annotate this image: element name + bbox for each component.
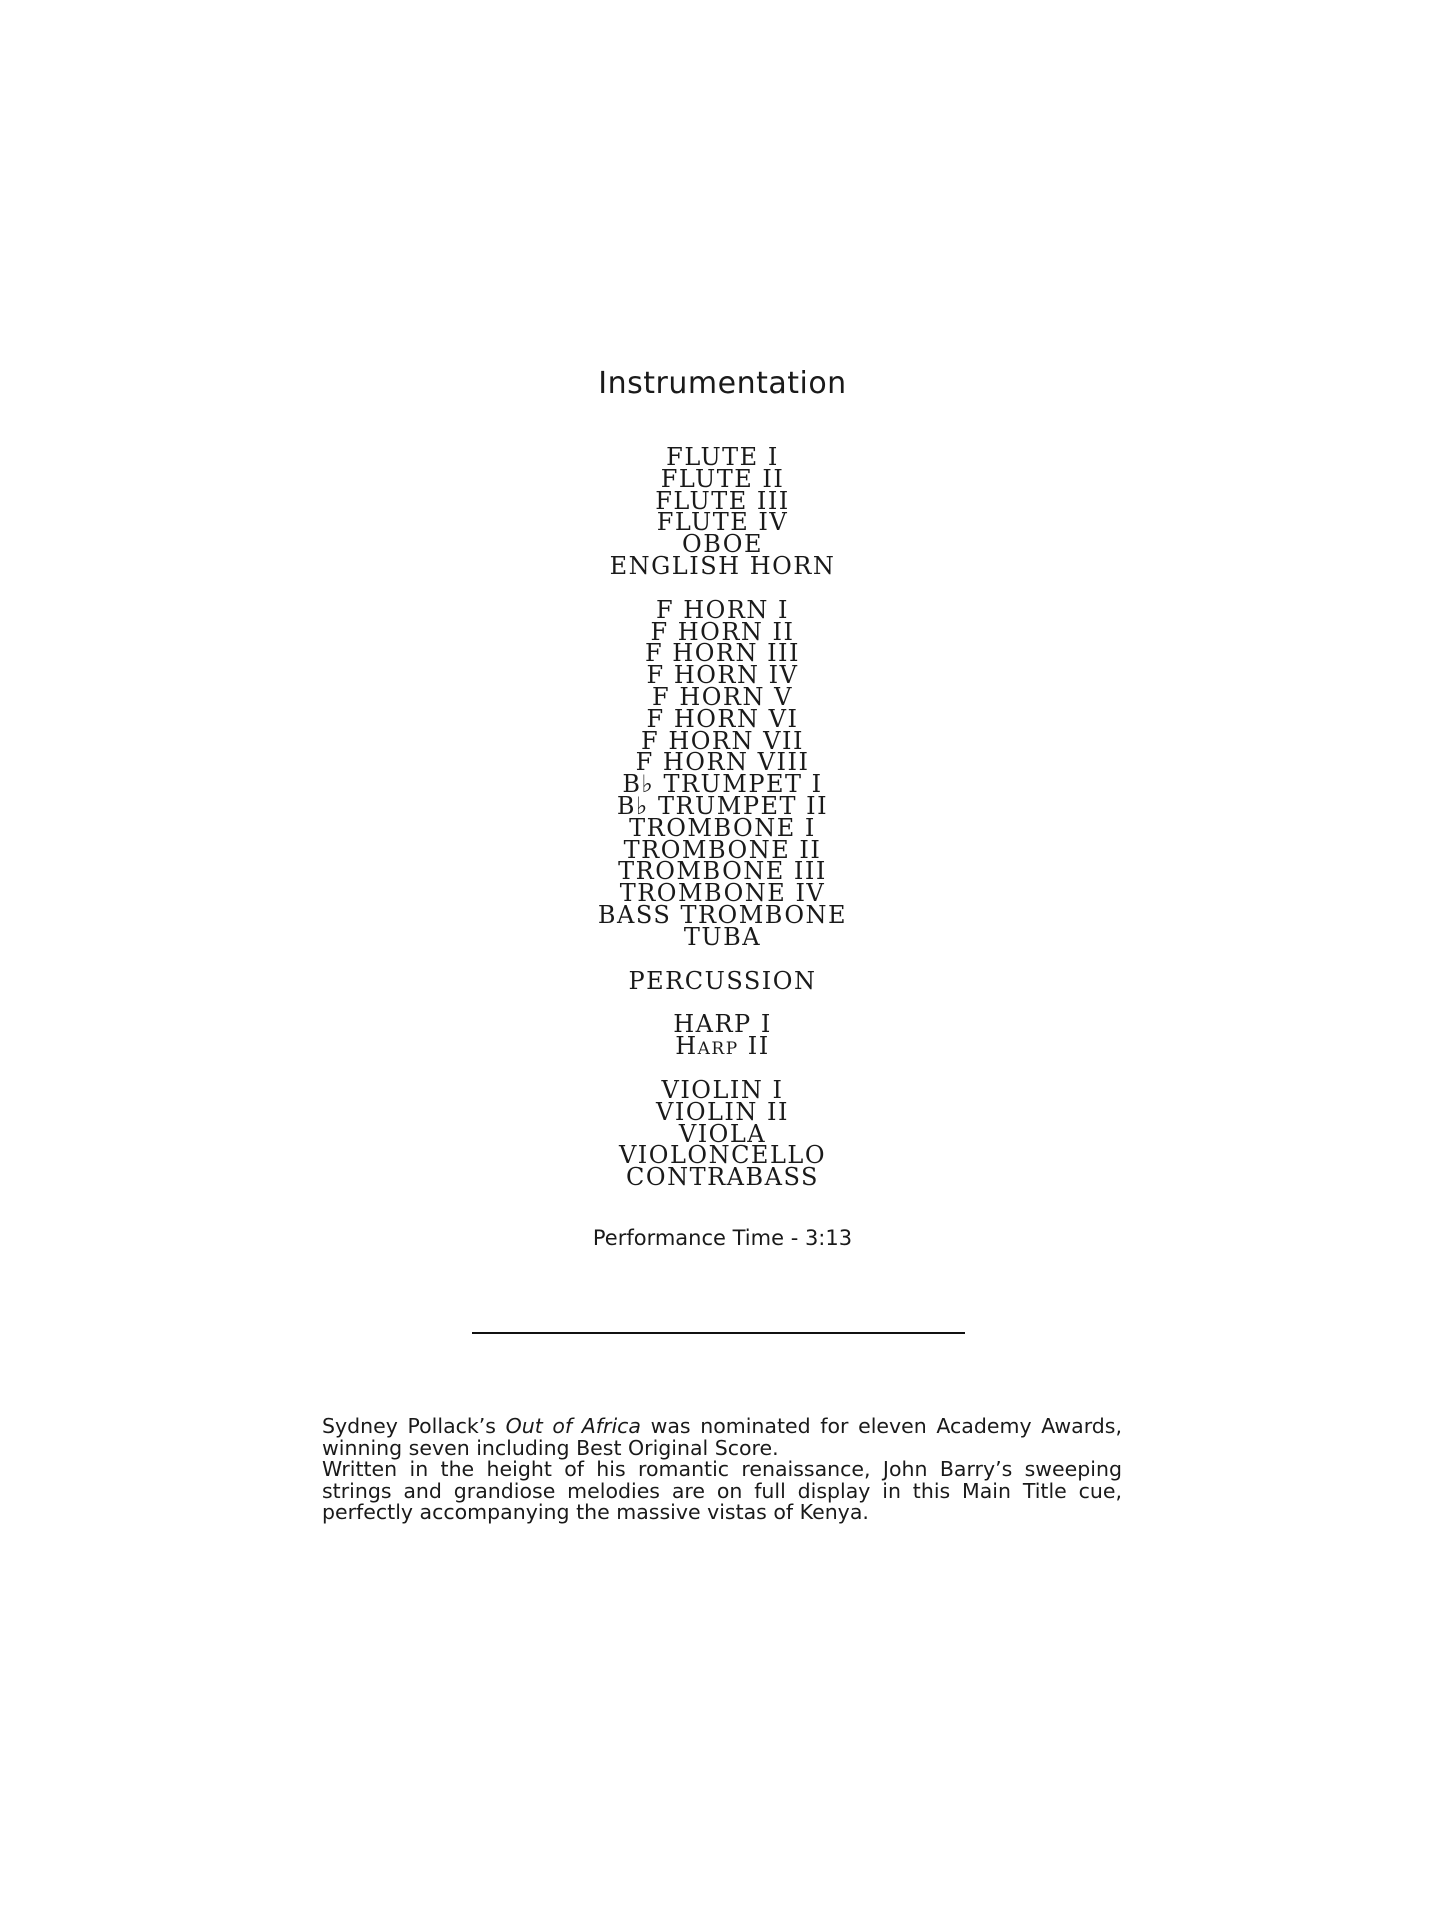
instrument-harp-2: Harp II <box>675 1032 770 1061</box>
woodwinds-group <box>0 443 1445 580</box>
instrument-trombone-3: TROMBONE III <box>618 857 827 886</box>
instrument-violoncello: VIOLONCELLO <box>618 1141 827 1170</box>
percussion-group <box>0 966 1445 995</box>
instrument-english-horn: ENGLISH HORN <box>609 551 836 580</box>
instrument-flute-2: FLUTE II <box>660 464 785 493</box>
instrument-violin-2: VIOLIN II <box>656 1097 789 1126</box>
instrument-tuba: TUBA <box>683 922 762 951</box>
instrument-f-horn-8: F HORN VIII <box>635 748 810 777</box>
harps-group <box>0 1010 1445 1061</box>
instrument-bb-trumpet-2: B♭ TRUMPET II <box>616 791 829 820</box>
program-note-intro: Sydney Pollack’s <box>322 1414 506 1438</box>
instrument-trombone-2: TROMBONE II <box>623 835 822 864</box>
performance-time: Performance Time - 3:13 <box>592 1226 853 1250</box>
instrument-percussion: PERCUSSION <box>628 966 817 995</box>
instrumentation-heading: Instrumentation <box>598 366 847 401</box>
instrument-f-horn-3: F HORN III <box>644 639 801 668</box>
program-note-paragraph-2: Written in the height of his romantic renaissance, John Barry’s sweeping strings and grandiose melodies are on full display in this Main Title cue, perfectly accompanying the massive vistas of Kenya. <box>322 1457 1122 1524</box>
instrument-violin-1: VIOLIN I <box>661 1075 784 1104</box>
instrument-contrabass: CONTRABASS <box>626 1163 819 1192</box>
instrument-f-horn-6: F HORN VI <box>646 704 799 733</box>
instrument-bass-trombone: BASS TROMBONE <box>597 900 848 929</box>
instrument-f-horn-7: F HORN VII <box>641 726 804 755</box>
instrument-f-horn-2: F HORN II <box>650 617 795 646</box>
instrument-trombone-1: TROMBONE I <box>629 813 816 842</box>
program-note-awards: was nominated for eleven Academy Awards, winning seven including Best Original Score. <box>322 1414 1122 1460</box>
instrument-f-horn-1: F HORN I <box>655 595 790 624</box>
program-note <box>322 1416 1122 1524</box>
film-title: Out of Africa <box>505 1414 641 1438</box>
instrument-f-horn-4: F HORN IV <box>646 661 799 690</box>
instrument-oboe: OBOE <box>682 530 763 559</box>
program-note-paragraph-1 <box>322 1416 1122 1459</box>
divider-rule <box>472 1332 965 1334</box>
instrument-bb-trumpet-1: B♭ TRUMPET I <box>622 770 823 799</box>
strings-group <box>0 1075 1445 1192</box>
instrument-flute-4: FLUTE IV <box>656 508 789 537</box>
instrument-f-horn-5: F HORN V <box>652 682 793 711</box>
instrument-flute-3: FLUTE III <box>655 486 790 515</box>
instrument-trombone-4: TROMBONE IV <box>619 879 826 908</box>
instrument-flute-1: FLUTE I <box>666 443 779 471</box>
brass-group <box>0 595 1445 951</box>
instrument-list <box>0 443 1445 1211</box>
instrument-harp-1: HARP I <box>673 1010 772 1039</box>
instrument-viola: VIOLA <box>678 1119 767 1148</box>
